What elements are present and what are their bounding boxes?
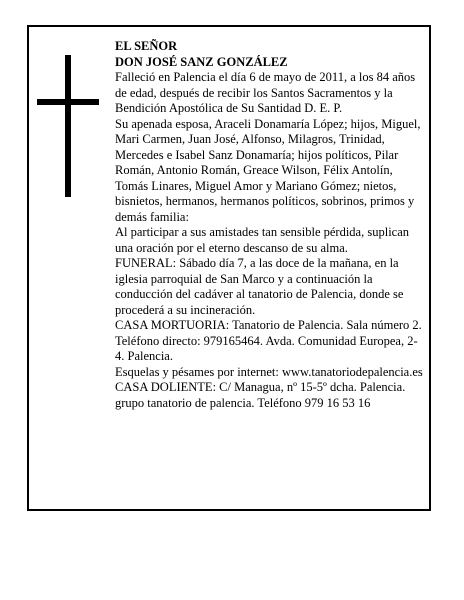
cross-horizontal-bar [37, 99, 99, 105]
funeral-paragraph: FUNERAL: Sábado día 7, a las doce de la mañana, en la iglesia parroquial de San Marco y a continuación la conducción del cadáver al tanatorio de Palencia, donde se procederá a su incineración. [115, 256, 404, 317]
funeral-home-contact: grupo tanatorio de palencia. Teléfono 979 16 53 16 [115, 395, 371, 410]
family-paragraph: Su apenada esposa, Araceli Donamaría López; hijos, Miguel, Mari Carmen, Juan José, Alfonso, Milagros, Trinidad, Mercedes e Isabel Sanz Donamaría; hijos políticos, Pilar Román, Antonio Román, Greace Wilson, Félix Antolín, Tomás Linares, Miguel Amor y Mariano Gómez; nietos, bisnietos, hermanos, hermanos políticos, sobrinos, primos y demás familia: [115, 116, 421, 224]
death-notice-paragraph: Falleció en Palencia el día 6 de mayo de 2011, a los 84 años de edad, después de recibir los Santos Sacramentos y la Bendición Apostólica de Su Santidad D. E. P. [115, 70, 416, 115]
mortuary-paragraph: CASA MORTUORIA: Tanatorio de Palencia. Sala número 2. Teléfono directo: 979165464. Avda. Comunidad Europea, 2-4. Palencia. [115, 318, 422, 363]
family-home-paragraph: CASA DOLIENTE: C/ Managua, nº 15-5º dcha. Palencia. [115, 380, 406, 394]
internet-condolences-paragraph: Esquelas y pésames por internet: www.tanatoriodepalencia.es [115, 364, 423, 379]
cross-icon [37, 55, 99, 197]
prayer-paragraph: Al participar a sus amistades tan sensible pérdida, suplican una oración por el eterno descanso de su alma. [115, 225, 410, 255]
cross-vertical-bar [65, 55, 71, 197]
heading-line-1: EL SEÑOR [115, 39, 178, 53]
obituary-text [115, 39, 427, 411]
deceased-name: DON JOSÉ SANZ GONZÁLEZ [115, 54, 288, 69]
obituary-frame [27, 25, 431, 511]
